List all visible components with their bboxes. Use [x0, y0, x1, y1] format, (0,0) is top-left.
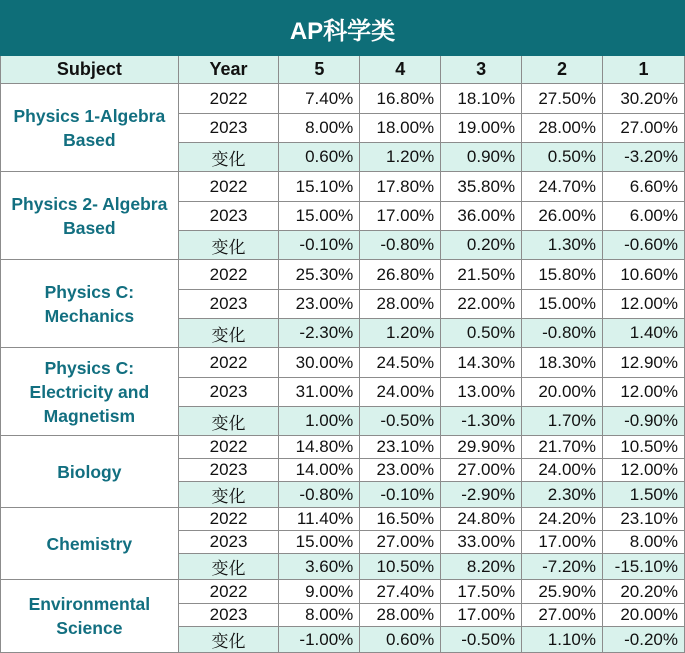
percent-cell: 0.20%: [441, 231, 522, 260]
year-cell: 2022: [178, 580, 279, 604]
percent-cell: 20.00%: [522, 378, 603, 407]
percent-cell: 23.10%: [360, 436, 441, 459]
percent-cell: 1.40%: [603, 319, 685, 348]
table-row: [1, 348, 685, 378]
subject-name: [1, 260, 179, 348]
percent-cell: 1.20%: [360, 143, 441, 172]
percent-cell: -0.80%: [360, 231, 441, 260]
percent-cell: 2.30%: [522, 482, 603, 508]
percent-cell: -3.20%: [603, 143, 685, 172]
subject-name-line: Physics C:: [44, 281, 135, 302]
subject-name: [1, 348, 179, 436]
percent-cell: 23.00%: [360, 459, 441, 482]
percent-cell: 31.00%: [279, 378, 360, 407]
percent-cell: 27.40%: [360, 580, 441, 604]
percent-cell: 35.80%: [441, 172, 522, 202]
percent-cell: 17.50%: [441, 580, 522, 604]
subject-name-line: Based: [63, 217, 116, 238]
percent-cell: -0.10%: [279, 231, 360, 260]
percent-cell: -0.80%: [522, 319, 603, 348]
percent-cell: 23.00%: [279, 290, 360, 319]
year-cell: 2022: [178, 172, 279, 202]
header-year: Year: [178, 56, 279, 84]
percent-cell: -7.20%: [522, 554, 603, 580]
percent-cell: 12.90%: [603, 348, 685, 378]
subject-name-line: Physics 2- Algebra: [11, 193, 168, 214]
header-score-3: 3: [441, 56, 522, 84]
percent-cell: 10.50%: [360, 554, 441, 580]
change-label: 变化: [178, 319, 279, 348]
year-cell: 2023: [178, 114, 279, 143]
year-cell: 2022: [178, 436, 279, 459]
percent-cell: 10.50%: [603, 436, 685, 459]
year-cell: 2023: [178, 202, 279, 231]
change-label: 变化: [178, 143, 279, 172]
percent-cell: 1.70%: [522, 407, 603, 436]
percent-cell: 36.00%: [441, 202, 522, 231]
percent-cell: -0.50%: [441, 627, 522, 653]
year-cell: 2022: [178, 84, 279, 114]
subject-name: [1, 580, 179, 653]
header-score-5: 5: [279, 56, 360, 84]
percent-cell: 27.50%: [522, 84, 603, 114]
percent-cell: 1.30%: [522, 231, 603, 260]
percent-cell: -0.50%: [360, 407, 441, 436]
percent-cell: 21.50%: [441, 260, 522, 290]
percent-cell: 26.00%: [522, 202, 603, 231]
change-label: 变化: [178, 627, 279, 653]
percent-cell: 6.00%: [603, 202, 685, 231]
percent-cell: 16.50%: [360, 508, 441, 531]
percent-cell: -15.10%: [603, 554, 685, 580]
percent-cell: 25.90%: [522, 580, 603, 604]
percent-cell: 17.00%: [441, 604, 522, 627]
change-label: 变化: [178, 407, 279, 436]
percent-cell: 16.80%: [360, 84, 441, 114]
percent-cell: 1.20%: [360, 319, 441, 348]
percent-cell: 24.50%: [360, 348, 441, 378]
percent-cell: 24.00%: [522, 459, 603, 482]
percent-cell: 8.00%: [603, 531, 685, 554]
percent-cell: 33.00%: [441, 531, 522, 554]
percent-cell: 28.00%: [360, 604, 441, 627]
percent-cell: 28.00%: [360, 290, 441, 319]
percent-cell: 25.30%: [279, 260, 360, 290]
percent-cell: -0.90%: [603, 407, 685, 436]
percent-cell: 0.60%: [360, 627, 441, 653]
percent-cell: 24.80%: [441, 508, 522, 531]
percent-cell: 27.00%: [441, 459, 522, 482]
percent-cell: 15.00%: [279, 531, 360, 554]
percent-cell: 0.50%: [522, 143, 603, 172]
subject-name-line: Science: [56, 618, 123, 638]
subject-name: [1, 84, 179, 172]
header-subject: Subject: [1, 56, 179, 84]
year-cell: 2023: [178, 459, 279, 482]
percent-cell: -2.30%: [279, 319, 360, 348]
subject-name: [1, 508, 179, 580]
percent-cell: -0.60%: [603, 231, 685, 260]
percent-cell: 24.20%: [522, 508, 603, 531]
percent-cell: 1.10%: [522, 627, 603, 653]
subject-name-line: Based: [63, 129, 116, 150]
percent-cell: 29.90%: [441, 436, 522, 459]
year-cell: 2023: [178, 604, 279, 627]
percent-cell: 3.60%: [279, 554, 360, 580]
percent-cell: 0.60%: [279, 143, 360, 172]
percent-cell: 23.10%: [603, 508, 685, 531]
percent-cell: 0.90%: [441, 143, 522, 172]
subject-name: [1, 172, 179, 260]
percent-cell: 18.00%: [360, 114, 441, 143]
year-cell: 2022: [178, 260, 279, 290]
percent-cell: 28.00%: [522, 114, 603, 143]
percent-cell: 12.00%: [603, 290, 685, 319]
percent-cell: -1.30%: [441, 407, 522, 436]
percent-cell: -1.00%: [279, 627, 360, 653]
subject-name-line: Electricity and: [29, 381, 150, 402]
table-row: [1, 436, 685, 459]
percent-cell: 8.00%: [279, 604, 360, 627]
percent-cell: 27.00%: [360, 531, 441, 554]
percent-cell: 18.30%: [522, 348, 603, 378]
percent-cell: 9.00%: [279, 580, 360, 604]
table-row: [1, 508, 685, 531]
percent-cell: 21.70%: [522, 436, 603, 459]
percent-cell: 12.00%: [603, 378, 685, 407]
year-cell: 2023: [178, 531, 279, 554]
subject-name-line: Biology: [57, 461, 122, 482]
table-row: [1, 580, 685, 604]
percent-cell: 1.50%: [603, 482, 685, 508]
percent-cell: -0.20%: [603, 627, 685, 653]
table-row: [1, 260, 685, 290]
percent-cell: 27.00%: [603, 114, 685, 143]
percent-cell: 26.80%: [360, 260, 441, 290]
subject-name-line: Mechanics: [44, 305, 135, 326]
percent-cell: -2.90%: [441, 482, 522, 508]
percent-cell: 17.00%: [360, 202, 441, 231]
header-score-1: 1: [603, 56, 685, 84]
percent-cell: 15.80%: [522, 260, 603, 290]
percent-cell: 11.40%: [279, 508, 360, 531]
subject-name-line: Environmental: [28, 594, 151, 614]
percent-cell: 12.00%: [603, 459, 685, 482]
percent-cell: 0.50%: [441, 319, 522, 348]
year-cell: 2023: [178, 290, 279, 319]
percent-cell: 17.80%: [360, 172, 441, 202]
subject-name-line: Chemistry: [46, 533, 133, 554]
percent-cell: -0.10%: [360, 482, 441, 508]
percent-cell: 30.20%: [603, 84, 685, 114]
percent-cell: 15.00%: [522, 290, 603, 319]
percent-cell: 19.00%: [441, 114, 522, 143]
subject-name-line: Physics C:: [44, 357, 135, 378]
table-row: [1, 172, 685, 202]
percent-cell: 24.70%: [522, 172, 603, 202]
percent-cell: 24.00%: [360, 378, 441, 407]
header-score-4: 4: [360, 56, 441, 84]
percent-cell: 20.00%: [603, 604, 685, 627]
change-label: 变化: [178, 231, 279, 260]
percent-cell: 15.00%: [279, 202, 360, 231]
percent-cell: 6.60%: [603, 172, 685, 202]
percent-cell: 15.10%: [279, 172, 360, 202]
percent-cell: 8.00%: [279, 114, 360, 143]
percent-cell: 27.00%: [522, 604, 603, 627]
percent-cell: 17.00%: [522, 531, 603, 554]
percent-cell: 14.00%: [279, 459, 360, 482]
percent-cell: 10.60%: [603, 260, 685, 290]
percent-cell: 7.40%: [279, 84, 360, 114]
change-label: 变化: [178, 482, 279, 508]
subject-name: [1, 436, 179, 508]
table-title: AP科学类: [1, 1, 685, 56]
percent-cell: 14.80%: [279, 436, 360, 459]
percent-cell: 30.00%: [279, 348, 360, 378]
subject-name-line: Physics 1-Algebra: [13, 105, 166, 126]
subject-name-line: Magnetism: [43, 405, 136, 426]
year-cell: 2022: [178, 508, 279, 531]
percent-cell: 8.20%: [441, 554, 522, 580]
percent-cell: 14.30%: [441, 348, 522, 378]
table-row: [1, 84, 685, 114]
percent-cell: 20.20%: [603, 580, 685, 604]
percent-cell: 13.00%: [441, 378, 522, 407]
header-score-2: 2: [522, 56, 603, 84]
percent-cell: 18.10%: [441, 84, 522, 114]
change-label: 变化: [178, 554, 279, 580]
percent-cell: 22.00%: [441, 290, 522, 319]
year-cell: 2022: [178, 348, 279, 378]
percent-cell: -0.80%: [279, 482, 360, 508]
percent-cell: 1.00%: [279, 407, 360, 436]
year-cell: 2023: [178, 378, 279, 407]
